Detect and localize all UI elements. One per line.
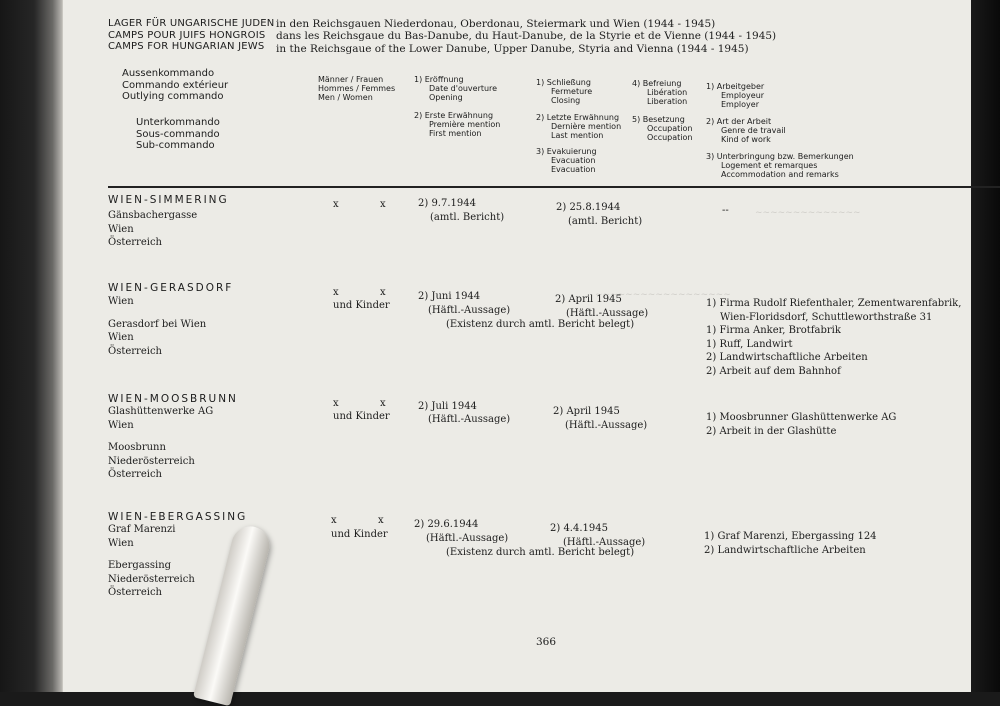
children-note: und Kinder bbox=[333, 300, 390, 311]
opening-source: (Häftl.-Aussage) bbox=[428, 305, 511, 316]
children-note: und Kinder bbox=[331, 529, 388, 540]
opening-date: 2) Juni 1944 bbox=[418, 291, 481, 302]
existence-note: (Existenz durch amtl. Bericht belegt) bbox=[446, 547, 635, 558]
closing-date: 2) 4.4.1945 bbox=[550, 523, 608, 534]
closing-source: (Häftl.-Aussage) bbox=[565, 420, 648, 431]
opening-date: 2) Juli 1944 bbox=[418, 401, 477, 412]
legend-employer: 1) Arbeitgeber Employeur Employer bbox=[706, 82, 765, 110]
women-mark: x bbox=[380, 398, 386, 409]
bleed-through-text: ~~~~~~~~~~~~~~ bbox=[755, 208, 861, 218]
book-spine-edge bbox=[0, 0, 62, 692]
unterkommando-label: Unterkommando Sous-commando Sub-commando bbox=[136, 117, 220, 151]
legend-closing: 1) Schließung Fermeture Closing bbox=[536, 78, 593, 106]
camp-address: Gänsbachergasse Wien Österreich bbox=[108, 210, 198, 248]
camp-address: Wien Gerasdorf bei Wien Wien Österreich bbox=[108, 296, 207, 357]
closing-date: 2) April 1945 bbox=[553, 406, 620, 417]
opening-source: (amtl. Bericht) bbox=[430, 212, 505, 223]
men-mark: x bbox=[331, 515, 337, 526]
legend-liberation: 4) Befreiung Libération Liberation bbox=[632, 79, 688, 107]
children-note: und Kinder bbox=[333, 411, 390, 422]
men-mark: x bbox=[333, 398, 339, 409]
header-divider bbox=[108, 186, 1000, 188]
legend-last-mention: 2) Letzte Erwähnung Dernière mention Last mention bbox=[536, 113, 622, 141]
camp-name: WIEN-GERASDORF bbox=[108, 282, 234, 294]
women-mark: x bbox=[380, 199, 386, 210]
closing-source: (amtl. Bericht) bbox=[568, 216, 643, 227]
legend-first-mention: 2) Erste Erwähnung Première mention First mention bbox=[414, 111, 501, 139]
remarks: 1) Graf Marenzi, Ebergassing 124 2) Landwirtschaftliche Arbeiten bbox=[704, 531, 877, 556]
camp-name: WIEN-MOOSBRUNN bbox=[108, 393, 238, 405]
gender-legend: Männer / Frauen Hommes / Femmes Men / Women bbox=[318, 75, 396, 103]
opening-source: (Häftl.-Aussage) bbox=[428, 414, 511, 425]
aussenkommando-label: Aussenkommando Commando extérieur Outlying commando bbox=[122, 68, 229, 102]
women-mark: x bbox=[378, 515, 384, 526]
closing-source: (Häftl.-Aussage) bbox=[563, 537, 646, 548]
existence-note: (Existenz durch amtl. Bericht belegt) bbox=[446, 319, 635, 330]
bleed-through-text: ~~~~~~~~~~~~~~~~~~ bbox=[595, 290, 731, 300]
camp-name: WIEN-EBERGASSING bbox=[108, 511, 248, 523]
legend-kind-of-work: 2) Art der Arbeit Genre de travail Kind of work bbox=[706, 117, 786, 145]
men-mark: x bbox=[333, 287, 339, 298]
remarks: -- bbox=[722, 205, 729, 216]
opening-source: (Häftl.-Aussage) bbox=[426, 533, 509, 544]
remarks: 1) Firma Rudolf Riefenthaler, Zementwarenfabrik, Wien-Floridsdorf, Schuttleworthstraße 31 1) Firma Anker, Brotfabrik 1) Ruff, Landwirt 2) Landwirtschaftliche Arbeiten 2) Arbeit auf dem Bahnhof bbox=[706, 298, 962, 377]
closing-date: 2) 25.8.1944 bbox=[556, 202, 621, 213]
legend-opening: 1) Eröffnung Date d'ouverture Opening bbox=[414, 75, 498, 103]
header-title: LAGER FÜR UNGARISCHE JUDEN CAMPS POUR JUIFS HONGROIS CAMPS FOR HUNGARIAN JEWS bbox=[108, 18, 275, 52]
closing-source: (Häftl.-Aussage) bbox=[566, 308, 649, 319]
women-mark: x bbox=[380, 287, 386, 298]
page-shadow bbox=[970, 0, 1000, 692]
opening-date: 2) 9.7.1944 bbox=[418, 198, 476, 209]
camp-address: Glashüttenwerke AG Wien Moosbrunn Niederösterreich Österreich bbox=[108, 406, 214, 480]
page-number: 366 bbox=[536, 636, 557, 648]
header-regions: in den Reichsgauen Niederdonau, Oberdonau, Steiermark und Wien (1944 - 1945) dans les Reichsgaue du Bas-Danube, du Haut-Danube, de la Styrie et de Vienne (1944 - 1945) in the Reichsgaue of the Lower Danube, Upper Danube, Styria and Vienna (1944 - 1945) bbox=[276, 18, 777, 55]
legend-occupation: 5) Besetzung Occupation Occupation bbox=[632, 115, 693, 143]
legend-accommodation: 3) Unterbringung bzw. Bemerkungen Logement et remarques Accommodation and remarks bbox=[706, 152, 854, 180]
legend-evacuation: 3) Evakuierung Evacuation Evacuation bbox=[536, 147, 597, 175]
camp-name: WIEN-SIMMERING bbox=[108, 194, 229, 206]
remarks: 1) Moosbrunner Glashüttenwerke AG 2) Arbeit in der Glashütte bbox=[706, 412, 897, 437]
closing-date: 2) April 1945 bbox=[555, 294, 622, 305]
men-mark: x bbox=[333, 199, 339, 210]
camp-address: Graf Marenzi Wien Ebergassing Niederösterreich Österreich bbox=[108, 524, 195, 598]
opening-date: 2) 29.6.1944 bbox=[414, 519, 479, 530]
